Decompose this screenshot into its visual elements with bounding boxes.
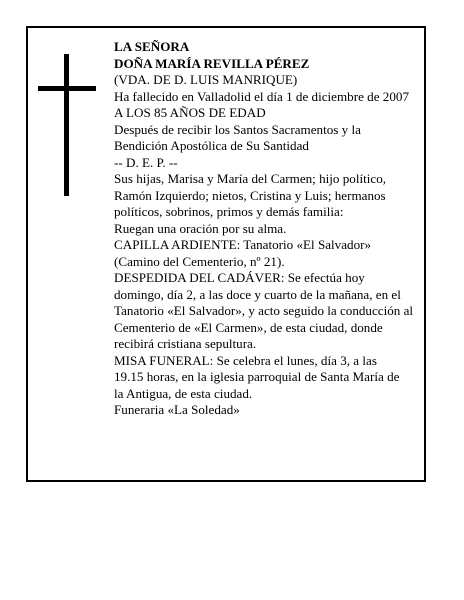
age-line: A LOS 85 AÑOS DE EDAD	[114, 105, 266, 120]
obituary-text	[114, 39, 434, 419]
rip-line: -- D. E. P. --	[114, 154, 178, 170]
death-notice-line: Ha fallecido en Valladolid el día 1 de diciembre de 2007	[114, 88, 409, 104]
mass-line-1: MISA FUNERAL: Se celebra el lunes, día 3, a las	[114, 352, 377, 368]
deceased-name: DOÑA MARÍA REVILLA PÉREZ	[114, 55, 310, 71]
sacraments-line-1: Después de recibir los Santos Sacramentos y la	[114, 121, 361, 137]
mass-line-3: la Antigua, de esta ciudad.	[114, 385, 253, 401]
chapel-line-1: CAPILLA ARDIENTE: Tanatorio «El Salvador»	[114, 237, 372, 252]
family-line-1: Sus hijas, Marisa y María del Carmen; hijo político,	[114, 171, 387, 186]
cross-vertical-bar	[64, 54, 69, 196]
funeral-home-line: Funeraria «La Soledad»	[114, 402, 240, 417]
farewell-line-5: recibirá cristiana sepultura.	[114, 336, 257, 351]
farewell-line-3: Tanatorio «El Salvador», y acto seguido la conducción al	[114, 303, 414, 318]
farewell-line-1: DESPEDIDA DEL CADÁVER: Se efectúa hoy	[114, 270, 365, 285]
chapel-line-2: (Camino del Cementerio, nº 21).	[114, 253, 285, 269]
cross-horizontal-bar	[38, 86, 96, 91]
sacraments-line-2: Bendición Apostólica de Su Santidad	[114, 138, 309, 153]
prayer-request-line: Ruegan una oración por su alma.	[114, 220, 287, 236]
family-line-2: Ramón Izquierdo; nietos, Cristina y Luis; hermanos	[114, 187, 386, 203]
family-line-3: políticos, sobrinos, primos y demás familia:	[114, 204, 344, 219]
widow-of-line: (VDA. DE D. LUIS MANRIQUE)	[114, 72, 298, 87]
title-line-1: LA SEÑORA	[114, 39, 190, 54]
mass-line-2: 19.15 horas, en la iglesia parroquial de Santa María de	[114, 369, 400, 384]
farewell-line-4: Cementerio de «El Carmen», de esta ciudad, donde	[114, 319, 383, 335]
farewell-line-2: domingo, día 2, a las doce y cuarto de la mañana, en el	[114, 286, 401, 302]
